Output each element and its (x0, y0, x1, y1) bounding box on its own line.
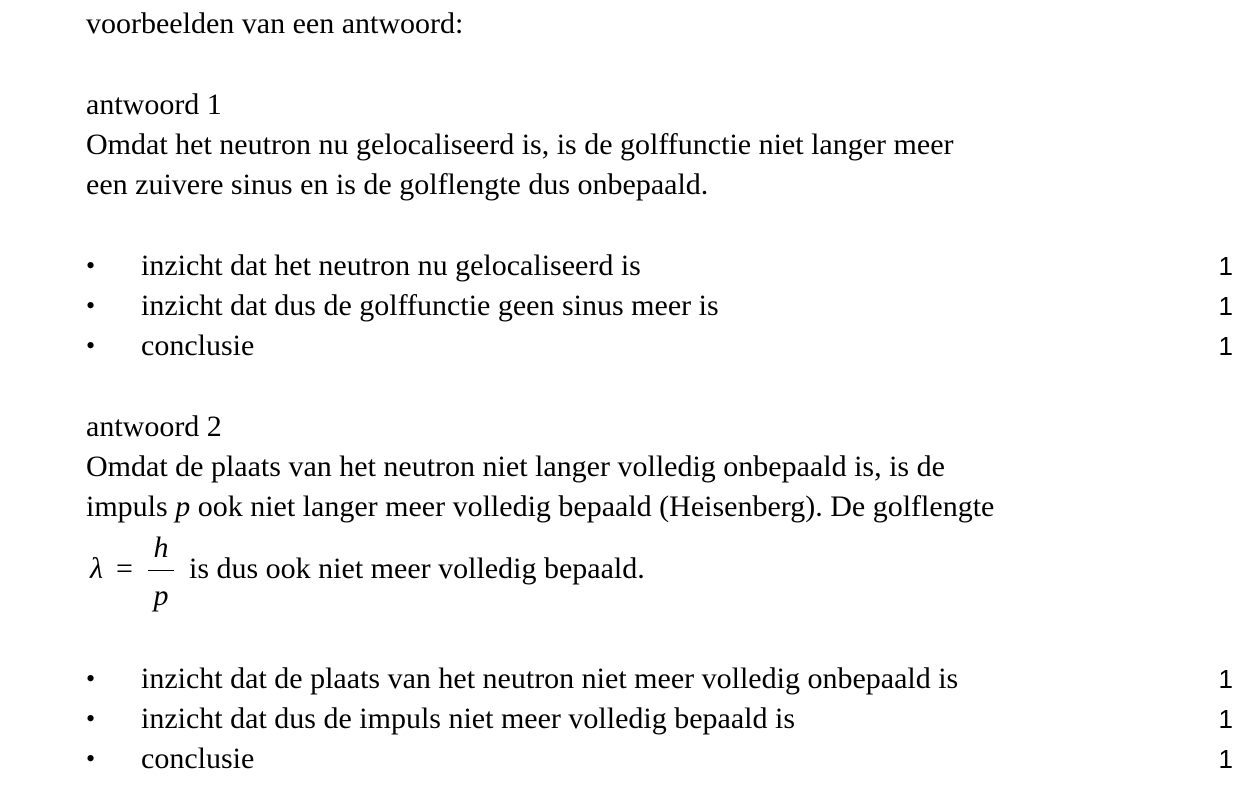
answer2-line-1: Omdat de plaats van het neutron niet langer volledig onbepaald is, is de (86, 450, 945, 483)
bullet-icon: • (86, 744, 96, 773)
intro-text: voorbeelden van een antwoord: (86, 7, 464, 40)
formula-lambda: λ (90, 552, 103, 585)
formula-fraction (146, 530, 176, 614)
criterion-points: 1 (1218, 251, 1233, 281)
formula-equals: = (116, 552, 133, 585)
bullet-icon: • (86, 331, 96, 360)
criterion-text: inzicht dat dus de impuls niet meer volledig bepaald is (141, 702, 796, 735)
line2-before: impuls (86, 490, 176, 523)
criterion-text: inzicht dat dus de golffunctie geen sinus meer is (141, 289, 719, 322)
answer2-criterion-2 (86, 699, 1239, 739)
answer1-line-2: een zuivere sinus en is de golflengte dus onbepaald. (86, 168, 709, 201)
impulse-variable: p (175, 490, 191, 523)
fraction-bar (148, 570, 174, 571)
answer1-line-1: Omdat het neutron nu gelocaliseerd is, is de golffunctie niet langer meer (86, 128, 954, 161)
answer2-line-2 (86, 487, 994, 527)
answer2-criterion-1 (86, 659, 1239, 699)
criterion-text: conclusie (141, 329, 255, 362)
answer1-criterion-1 (86, 246, 1239, 286)
fraction-denominator: p (153, 579, 169, 612)
answer2-heading: antwoord 2 (86, 410, 222, 443)
criterion-text: inzicht dat het neutron nu gelocaliseerd is (141, 249, 641, 282)
bullet-icon: • (86, 251, 96, 280)
criterion-points: 1 (1218, 704, 1233, 734)
answer2-criterion-3 (86, 739, 1239, 779)
criterion-points: 1 (1218, 291, 1233, 321)
criterion-points: 1 (1218, 664, 1233, 694)
formula-rest-text: is dus ook niet meer volledig bepaald. (189, 552, 645, 585)
line2-after: ook niet langer meer volledig bepaald (Heisenberg). De golflengte (190, 490, 995, 523)
answer1-criterion-3 (86, 326, 1239, 366)
criterion-points: 1 (1218, 331, 1233, 361)
criterion-text: conclusie (141, 742, 255, 775)
bullet-icon: • (86, 291, 96, 320)
answer1-heading: antwoord 1 (86, 88, 222, 121)
bullet-icon: • (86, 704, 96, 733)
criterion-text: inzicht dat de plaats van het neutron niet meer volledig onbepaald is (141, 662, 959, 695)
criterion-points: 1 (1218, 744, 1233, 774)
answer1-criterion-2 (86, 286, 1239, 326)
bullet-icon: • (86, 664, 96, 693)
fraction-numerator: h (153, 531, 169, 564)
